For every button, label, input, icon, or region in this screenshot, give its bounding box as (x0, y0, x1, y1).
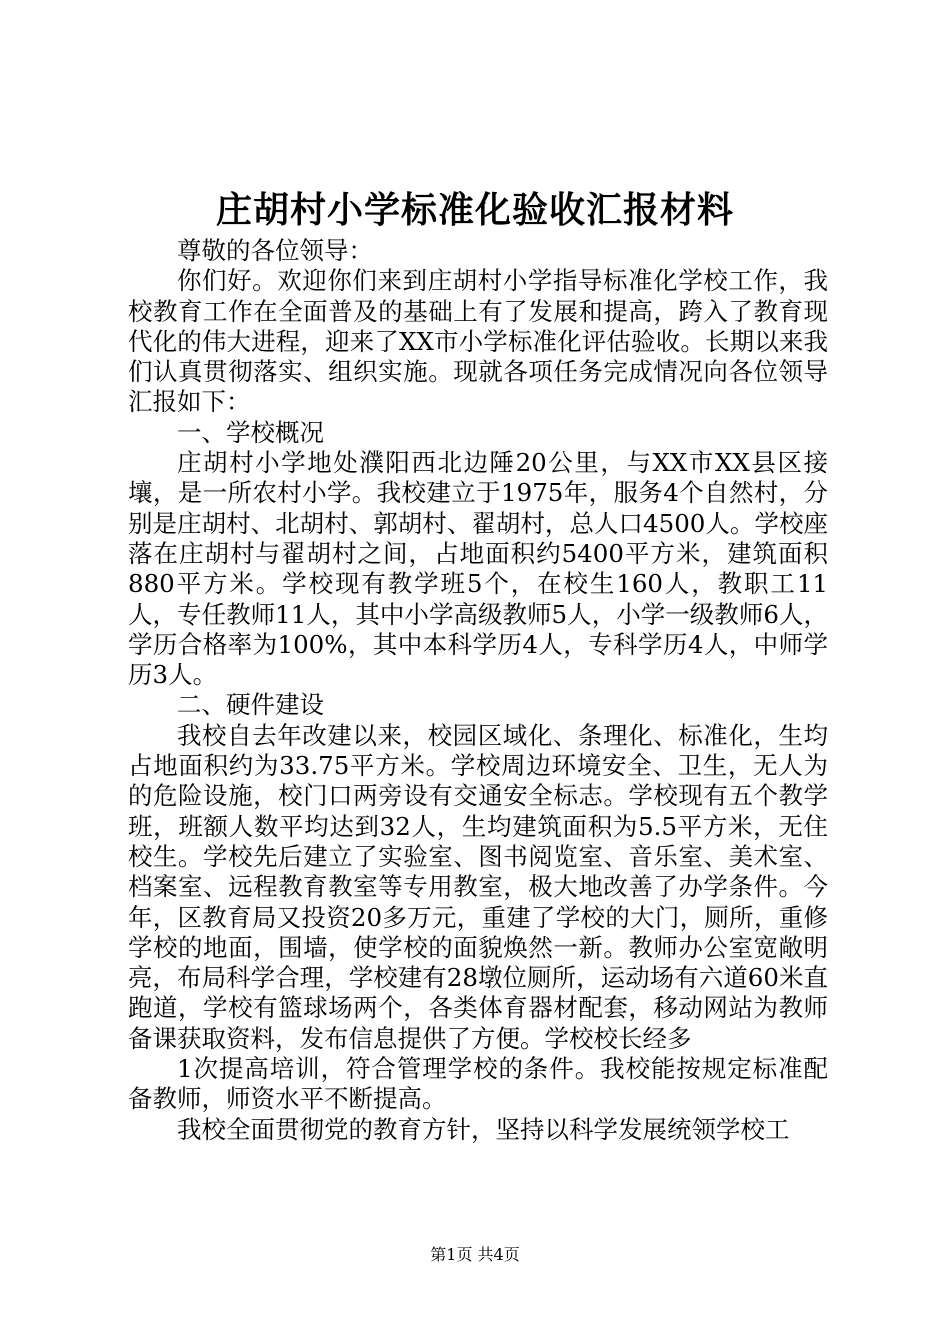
document-body (128, 236, 828, 1145)
paragraph-school-overview: 庄胡村小学地处濮阳西北边陲20公里，与XX市XX县区接壤，是一所农村小学。我校建立于1975年，服务4个自然村，分别是庄胡村、北胡村、郭胡村、翟胡村，总人口4500人。学校座落在庄胡村与翟胡村之间，占地面积约5400平方米，建筑面积880平方米。学校现有教学班5个，在校生160人，教职工11人，专任教师11人，其中小学高级教师5人，小学一级教师6人，学历合格率为100%，其中本科学历4人，专科学历4人，中师学历3人。 (128, 448, 828, 690)
paragraph-greeting: 尊敬的各位领导： (177, 236, 373, 265)
document-title: 庄胡村小学标准化验收汇报材料 (215, 189, 734, 231)
paragraph-intro: 你们好。欢迎你们来到庄胡村小学指导标准化学校工作，我校教育工作在全面普及的基础上有了发展和提高，跨入了教育现代化的伟大进程，迎来了XX市小学标准化评估验收。长期以来我们认真贯彻落实、组织实施。现就各项任务完成情况向各位领导汇报如下： (128, 266, 828, 417)
paragraph-hardware: 我校自去年改建以来，校园区域化、条理化、标准化，生均占地面积约为33.75平方米。学校周边环境安全、卫生，无人为的危险设施，校门口两旁设有交通安全标志。学校现有五个教学班，班额人数平均达到32人，生均建筑面积为5.5平方米，无住校生。学校先后建立了实验室、图书阅览室、音乐室、美术室、档案室、远程教育教室等专用教室，极大地改善了办学条件。今年，区教育局又投资20多万元，重建了学校的大门，厕所，重修学校的地面，围墙，使学校的面貌焕然一新。教师办公室宽敞明亮，布局科学合理，学校建有28墩位厕所，运动场有六道60米直跑道，学校有篮球场两个，各类体育器材配套，移动网站为教师备课获取资料，发布信息提供了方便。学校校长经多 (128, 720, 828, 1053)
paragraph-policy: 我校全面贯彻党的教育方针，坚持以科学发展统领学校工 (177, 1114, 790, 1144)
section-heading-hardware: 二、硬件建设 (177, 690, 324, 720)
paragraph-training: 1次提高培训，符合管理学校的条件。我校能按规定标准配备教师，师资水平不断提高。 (128, 1054, 828, 1114)
section-heading-school-overview: 一、学校概况 (177, 417, 324, 447)
page-footer: 第1页 共4页 (430, 1245, 520, 1264)
